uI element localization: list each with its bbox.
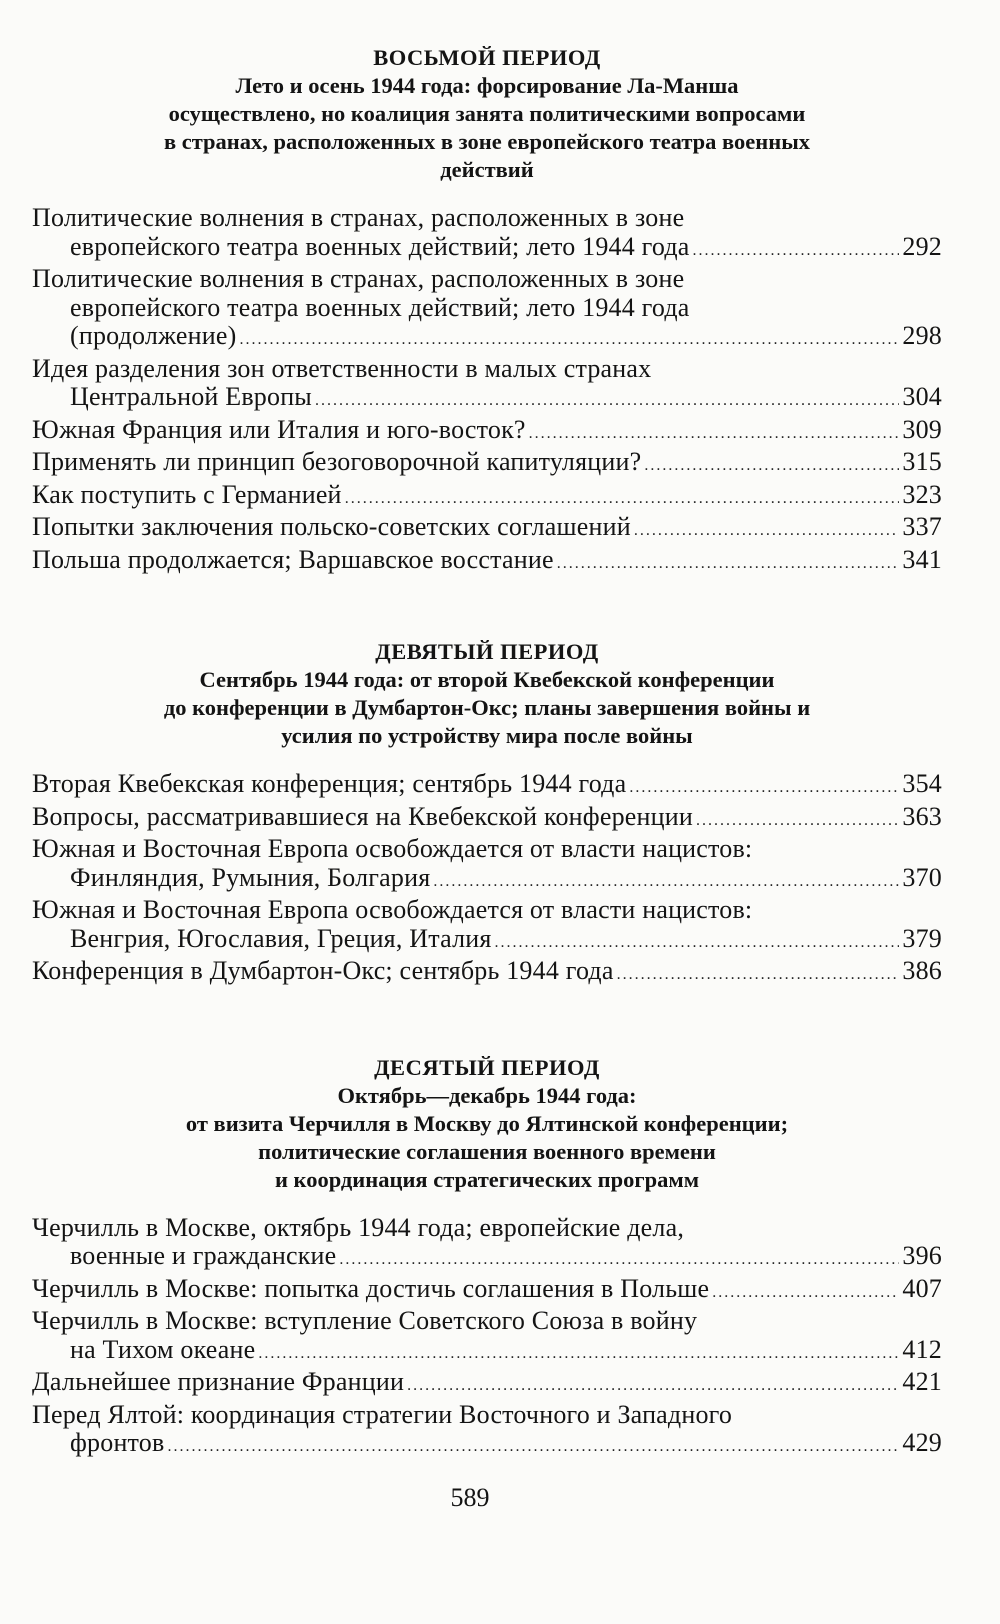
toc-entry-line: Черчилль в Москве: вступление Советского Союза в войну xyxy=(32,1306,698,1335)
toc-entry[interactable] xyxy=(32,481,942,514)
toc-page-number: 370 xyxy=(902,862,942,892)
toc-page-number: 309 xyxy=(902,414,942,444)
toc-entry-final-line xyxy=(32,416,942,449)
toc-entry[interactable] xyxy=(32,416,942,449)
section-subtitle-line: Сентябрь 1944 года: от второй Квебекской конференции xyxy=(199,667,775,692)
section-subtitle-line: и координация стратегических программ xyxy=(274,1166,700,1192)
section-subtitle-line: действий xyxy=(440,157,534,182)
toc-entry-text: Польша продолжается; Варшавское восстание xyxy=(32,544,554,574)
toc-entry[interactable] xyxy=(32,355,942,416)
toc-entry[interactable] xyxy=(32,1275,942,1308)
toc-entry-text: Попытки заключения польско-советских соглашений xyxy=(32,512,631,541)
section-heading xyxy=(32,1054,942,1194)
toc-page-number: 412 xyxy=(902,1334,942,1364)
toc-page-number: 421 xyxy=(902,1367,942,1396)
section-title: ДЕСЯТЫЙ ПЕРИОД xyxy=(374,1054,600,1080)
toc-entry-final-line xyxy=(32,322,942,355)
toc-entry-final-line xyxy=(32,233,942,266)
dot-leader xyxy=(693,237,900,266)
toc-entry[interactable] xyxy=(32,265,942,355)
dot-leader xyxy=(712,1279,899,1308)
section-title: ДЕВЯТЫЙ ПЕРИОД xyxy=(375,639,599,664)
section-subtitle-line: от визита Черчилля в Москву до Ялтинской конференции; xyxy=(185,1110,789,1136)
section-subtitle-line: до конференции в Думбартон-Окс; планы завершения войны и xyxy=(163,695,811,720)
toc-entry-text: Конференция в Думбартон-Окс; сентябрь 1944 года xyxy=(32,956,614,985)
toc-entry-line: Политические волнения в странах, расположенных в зоне xyxy=(32,203,685,232)
toc-entry[interactable] xyxy=(32,1401,942,1462)
toc-page-number: 337 xyxy=(902,512,942,541)
toc-page-number: 396 xyxy=(902,1241,942,1270)
toc-entry-final-line xyxy=(32,1368,942,1401)
section-title: ВОСЬМОЙ ПЕРИОД xyxy=(373,45,601,70)
toc-entry-line: Южная и Восточная Европа освобождается от власти нацистов: xyxy=(32,895,753,924)
toc-entry-text: на Тихом океане xyxy=(70,1334,256,1364)
section-heading xyxy=(32,638,942,750)
toc-entry-text: Центральной Европы xyxy=(70,382,312,411)
toc-entry-text: Вторая Квебекская конференция; сентябрь 1944 года xyxy=(32,769,627,798)
section-subtitle-line: в странах, расположенных в зоне европейского театра военных xyxy=(163,129,811,154)
toc-entries xyxy=(32,204,942,578)
toc-section xyxy=(32,1054,942,1462)
toc-entry-final-line xyxy=(32,546,942,579)
toc-entry-final-line xyxy=(32,448,942,481)
toc-entry[interactable] xyxy=(32,546,942,579)
toc-entry-text: Вопросы, рассматривавшиеся на Квебекской конференции xyxy=(32,801,693,831)
dot-leader xyxy=(557,550,900,579)
toc-section xyxy=(32,638,942,990)
toc-page-number: 292 xyxy=(902,231,942,261)
toc-page-number: 304 xyxy=(902,382,942,411)
toc-entry-final-line xyxy=(32,864,942,897)
toc-entries xyxy=(32,770,942,990)
toc-entry-line: европейского театра военных действий; лето 1944 года xyxy=(70,292,690,322)
toc-entry-final-line xyxy=(32,513,942,546)
toc-entry-final-line xyxy=(32,957,942,990)
toc-entry[interactable] xyxy=(32,896,942,957)
toc-page-number: 407 xyxy=(902,1273,942,1303)
toc-entry-line: Черчилль в Москве, октябрь 1944 года; европейские дела, xyxy=(32,1212,685,1242)
toc-page-number: 298 xyxy=(902,321,942,350)
toc-entry[interactable] xyxy=(32,1307,942,1368)
toc-entry-text: военные и гражданские xyxy=(70,1241,337,1270)
toc-entry[interactable] xyxy=(32,204,942,265)
toc-entry[interactable] xyxy=(32,957,942,990)
toc-entry-final-line xyxy=(32,383,942,416)
toc-entry-text: Дальнейшее признание Франции xyxy=(32,1367,405,1396)
toc-entry-text: фронтов xyxy=(70,1428,165,1457)
dot-leader xyxy=(167,1433,899,1462)
toc-page-number: 354 xyxy=(902,769,942,798)
dot-leader xyxy=(617,961,900,990)
toc-entry-text: Применять ли принцип безоговорочной капитуляции? xyxy=(32,447,642,476)
toc-entry-final-line xyxy=(32,1242,942,1275)
page-number: 589 xyxy=(450,1483,490,1512)
toc-entry-final-line xyxy=(32,803,942,836)
dot-leader xyxy=(239,326,899,355)
toc-entry-text: Южная Франция или Италия и юго-восток? xyxy=(32,414,526,444)
toc-page-number: 379 xyxy=(902,923,942,953)
dot-leader xyxy=(345,485,900,514)
toc-entry-line: Перед Ялтой: координация стратегии Восточного и Западного xyxy=(32,1399,733,1429)
toc-entry[interactable] xyxy=(32,513,942,546)
toc-page-number: 386 xyxy=(902,956,942,985)
section-subtitle-line: политические соглашения военного времени xyxy=(258,1138,716,1164)
sections-container xyxy=(32,44,942,1462)
toc-page-number: 429 xyxy=(902,1428,942,1457)
toc-page-number: 323 xyxy=(902,479,942,509)
dot-leader xyxy=(696,807,899,836)
toc-entry-text: европейского театра военных действий; лето 1944 года xyxy=(70,231,690,261)
dot-leader xyxy=(339,1246,899,1275)
toc-page-number: 363 xyxy=(902,801,942,831)
toc-entry[interactable] xyxy=(32,803,942,836)
toc-entry-final-line xyxy=(32,1275,942,1308)
dot-leader xyxy=(495,929,900,958)
toc-entry[interactable] xyxy=(32,770,942,803)
dot-leader xyxy=(315,387,899,416)
toc-entry-final-line xyxy=(32,770,942,803)
section-subtitle-line: Октябрь—декабрь 1944 года: xyxy=(337,1082,637,1108)
toc-entry[interactable] xyxy=(32,1368,942,1401)
toc-entry-final-line xyxy=(32,925,942,958)
dot-leader xyxy=(629,774,899,803)
toc-page-number: 341 xyxy=(902,544,942,574)
dot-leader xyxy=(433,868,899,897)
toc-entry-final-line xyxy=(32,1429,942,1462)
toc-entry-line: Южная и Восточная Европа освобождается от власти нацистов: xyxy=(32,834,753,863)
toc-entry-line: Политические волнения в странах, расположенных в зоне xyxy=(32,264,685,293)
section-heading xyxy=(32,44,942,184)
section-subtitle-line: осуществлено, но коалиция занята политическими вопросами xyxy=(168,101,806,126)
toc-page-number: 315 xyxy=(902,447,942,476)
toc-entry-line: Идея разделения зон ответственности в малых странах xyxy=(32,353,652,383)
dot-leader xyxy=(407,1372,899,1401)
toc-entry-text: Финляндия, Румыния, Болгария xyxy=(70,862,431,892)
toc-entry[interactable] xyxy=(32,835,942,896)
toc-entry-text: (продолжение) xyxy=(70,321,237,350)
toc-entry-text: Черчилль в Москве: попытка достичь соглашения в Польше xyxy=(32,1273,710,1303)
toc-entry-final-line xyxy=(32,481,942,514)
toc-entry[interactable] xyxy=(32,1214,942,1275)
toc-entry-text: Венгрия, Югославия, Греция, Италия xyxy=(70,923,492,953)
section-subtitle-line: усилия по устройству мира после войны xyxy=(281,723,693,748)
dot-leader xyxy=(644,452,899,481)
toc-entry-text: Как поступить с Германией xyxy=(32,479,342,509)
dot-leader xyxy=(529,420,900,449)
table-of-contents xyxy=(32,44,942,1462)
dot-leader xyxy=(634,517,900,546)
toc-entry[interactable] xyxy=(32,448,942,481)
toc-section xyxy=(32,44,942,578)
section-subtitle-line: Лето и осень 1944 года: форсирование Ла-Манша xyxy=(235,73,739,98)
toc-entries xyxy=(32,1214,942,1462)
dot-leader xyxy=(258,1340,899,1369)
toc-entry-final-line xyxy=(32,1336,942,1369)
